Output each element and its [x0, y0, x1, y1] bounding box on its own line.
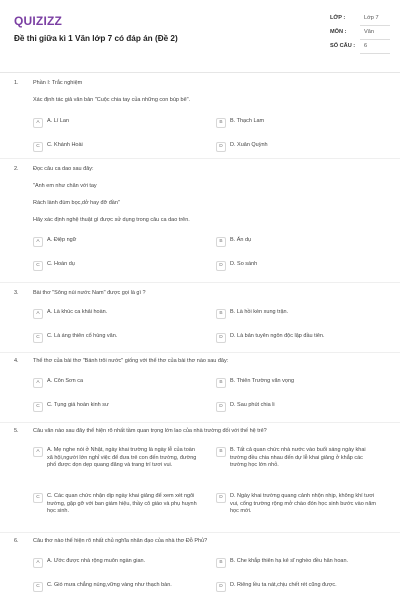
option-text: A. Ước được nhà rộng muôn ngàn gian.: [47, 558, 146, 564]
question-6: [0, 538, 400, 598]
question-number: 6.: [14, 538, 19, 544]
option-text: D. Sau phút chia li: [230, 402, 275, 408]
header-divider: [0, 72, 400, 73]
question-intro: Đọc câu ca dao sau đây:: [33, 166, 94, 172]
option-text: C. Khánh Hoài: [47, 142, 83, 148]
option-letter-box: C: [33, 261, 43, 271]
meta-underline: [360, 53, 390, 54]
question-divider: [0, 352, 400, 353]
meta-class: [330, 12, 390, 26]
option-letter-box: B: [216, 237, 226, 247]
question-prompt: Thể thơ của bài thơ "Bánh trôi nước" giống với thể thơ của bài thơ nào sau đây:: [33, 358, 229, 364]
question-divider: [0, 532, 400, 533]
option-text: C. Là áng thiên cổ hùng văn.: [47, 333, 118, 339]
option-letter-box: D: [216, 333, 226, 343]
meta-subject: [330, 26, 390, 40]
meta-count-value: 6: [364, 43, 368, 49]
question-number: 1.: [14, 80, 19, 86]
option-text: C. Các quan chức nhận dịp ngày khai giảng để xem xét ngôi trường, gặp gỡ với ban giám hiệu, thầy cô giáo và phụ huynh học sinh.: [47, 493, 197, 515]
meta-subject-value: Văn: [364, 29, 374, 35]
option-letter-box: C: [33, 142, 43, 152]
option-letter-box: C: [33, 333, 43, 343]
question-divider: [0, 158, 400, 159]
meta-class-value: Lớp 7: [364, 15, 379, 21]
worksheet-title: Đề thi giữa kì 1 Văn lớp 7 có đáp án (Đề 2): [14, 34, 178, 43]
question-number: 5.: [14, 428, 19, 434]
option-text: D. Riêng lều ta nát,chịu chết rét cũng được.: [230, 582, 337, 588]
option-text: B. Thiên Trường vãn vọng: [230, 378, 295, 384]
option-letter-box: A: [33, 118, 43, 128]
option-letter-box: D: [216, 402, 226, 412]
question-1: [0, 80, 400, 152]
option-letter-box: A: [33, 378, 43, 388]
option-text: D. Ngày khai trường quang cảnh nhộn nhịp, không khí tươi vui, cổng trường rộng mở chào đón học sinh bước vào năm học mới.: [230, 493, 376, 515]
worksheet-meta: [330, 12, 390, 54]
option-letter-box: D: [216, 142, 226, 152]
question-4: [0, 358, 400, 418]
question-section: Phần I: Trắc nghiệm: [33, 80, 83, 86]
question-prompt: Câu văn nào sau đây thể hiện rõ nhất tầm quan trọng lớn lao của nhà trường đối với thế hệ trẻ?: [33, 428, 267, 434]
option-letter-box: B: [216, 118, 226, 128]
option-text: A. Là khúc ca khải hoàn.: [47, 309, 108, 315]
meta-count-label: SỐ CÂU :: [330, 43, 356, 49]
option-letter-box: B: [216, 558, 226, 568]
option-text: D. Xuân Quỳnh: [230, 142, 268, 148]
question-2: [0, 166, 400, 278]
worksheet-header: [0, 0, 400, 70]
option-letter-box: C: [33, 582, 43, 592]
option-text: C. Hoán dụ: [47, 261, 75, 267]
question-prompt: Bài thơ "Sông núi nước Nam" được gọi là gì ?: [33, 290, 146, 296]
option-letter-box: B: [216, 378, 226, 388]
meta-class-label: LỚP :: [330, 15, 346, 21]
verse-line-2: Rách lành đùm bọc,dở hay đỡ đần": [33, 200, 120, 206]
option-letter-box: D: [216, 261, 226, 271]
question-divider: [0, 282, 400, 283]
option-text: C. Tụng giá hoàn kinh sư: [47, 402, 109, 408]
option-text: B. Che khắp thiên hạ kẻ sĩ nghèo đều hân hoan.: [230, 558, 349, 564]
option-text: A. Lí Lan: [47, 118, 70, 124]
option-text: D. Là bản tuyên ngôn độc lập đầu tiên.: [230, 333, 325, 339]
question-number: 2.: [14, 166, 19, 172]
option-text: A. Côn Sơn ca: [47, 378, 84, 384]
question-3: [0, 290, 400, 350]
option-letter-box: D: [216, 582, 226, 592]
question-number: 3.: [14, 290, 19, 296]
question-number: 4.: [14, 358, 19, 364]
meta-count: [330, 40, 390, 54]
question-prompt: Xác định tác giả văn bản "Cuộc chia tay của những con búp bê".: [33, 97, 191, 103]
question-divider: [0, 422, 400, 423]
option-text: A. Điệp ngữ: [47, 237, 77, 243]
option-letter-box: C: [33, 493, 43, 503]
option-letter-box: A: [33, 237, 43, 247]
option-letter-box: C: [33, 402, 43, 412]
option-letter-box: B: [216, 309, 226, 319]
question-5: [0, 428, 400, 528]
option-text: B. Tất cả quan chức nhà nước vào buổi sáng ngày khai trường đều chia nhau đến dự lễ khai giảng ở khắp các trường học lớn nhỏ.: [230, 447, 366, 469]
question-prompt: Hãy xác định nghệ thuật gì được sử dụng trong câu ca dao trên.: [33, 217, 190, 223]
quizizz-logo: QUIZIZZ: [14, 14, 63, 28]
option-text: C. Gió mưa chẳng núng,vững vàng như thạch bàn.: [47, 582, 172, 588]
option-text: B. Là hồi kèn xung trận.: [230, 309, 289, 315]
verse-line-1: "Anh em như chân với tay: [33, 183, 97, 189]
meta-subject-label: MÔN :: [330, 29, 347, 35]
option-letter-box: A: [33, 447, 43, 457]
option-text: B. Ẩn dụ: [230, 237, 252, 243]
option-letter-box: A: [33, 309, 43, 319]
option-letter-box: A: [33, 558, 43, 568]
question-prompt: Câu thơ nào thể hiện rõ nhất chủ nghĩa nhân đạo của nhà thơ Đỗ Phủ?: [33, 538, 208, 544]
option-text: B. Thạch Lam: [230, 118, 265, 124]
option-letter-box: D: [216, 493, 226, 503]
option-text: A. Mẹ nghe nói ở Nhật, ngày khai trường là ngày lễ của toàn xã hội,người lớn nghỉ việc để đưa trẻ con đến trường, đường phố được dọn dẹp quang đãng và trang trí tươi vui.: [47, 447, 197, 469]
option-text: D. So sánh: [230, 261, 258, 267]
option-letter-box: B: [216, 447, 226, 457]
